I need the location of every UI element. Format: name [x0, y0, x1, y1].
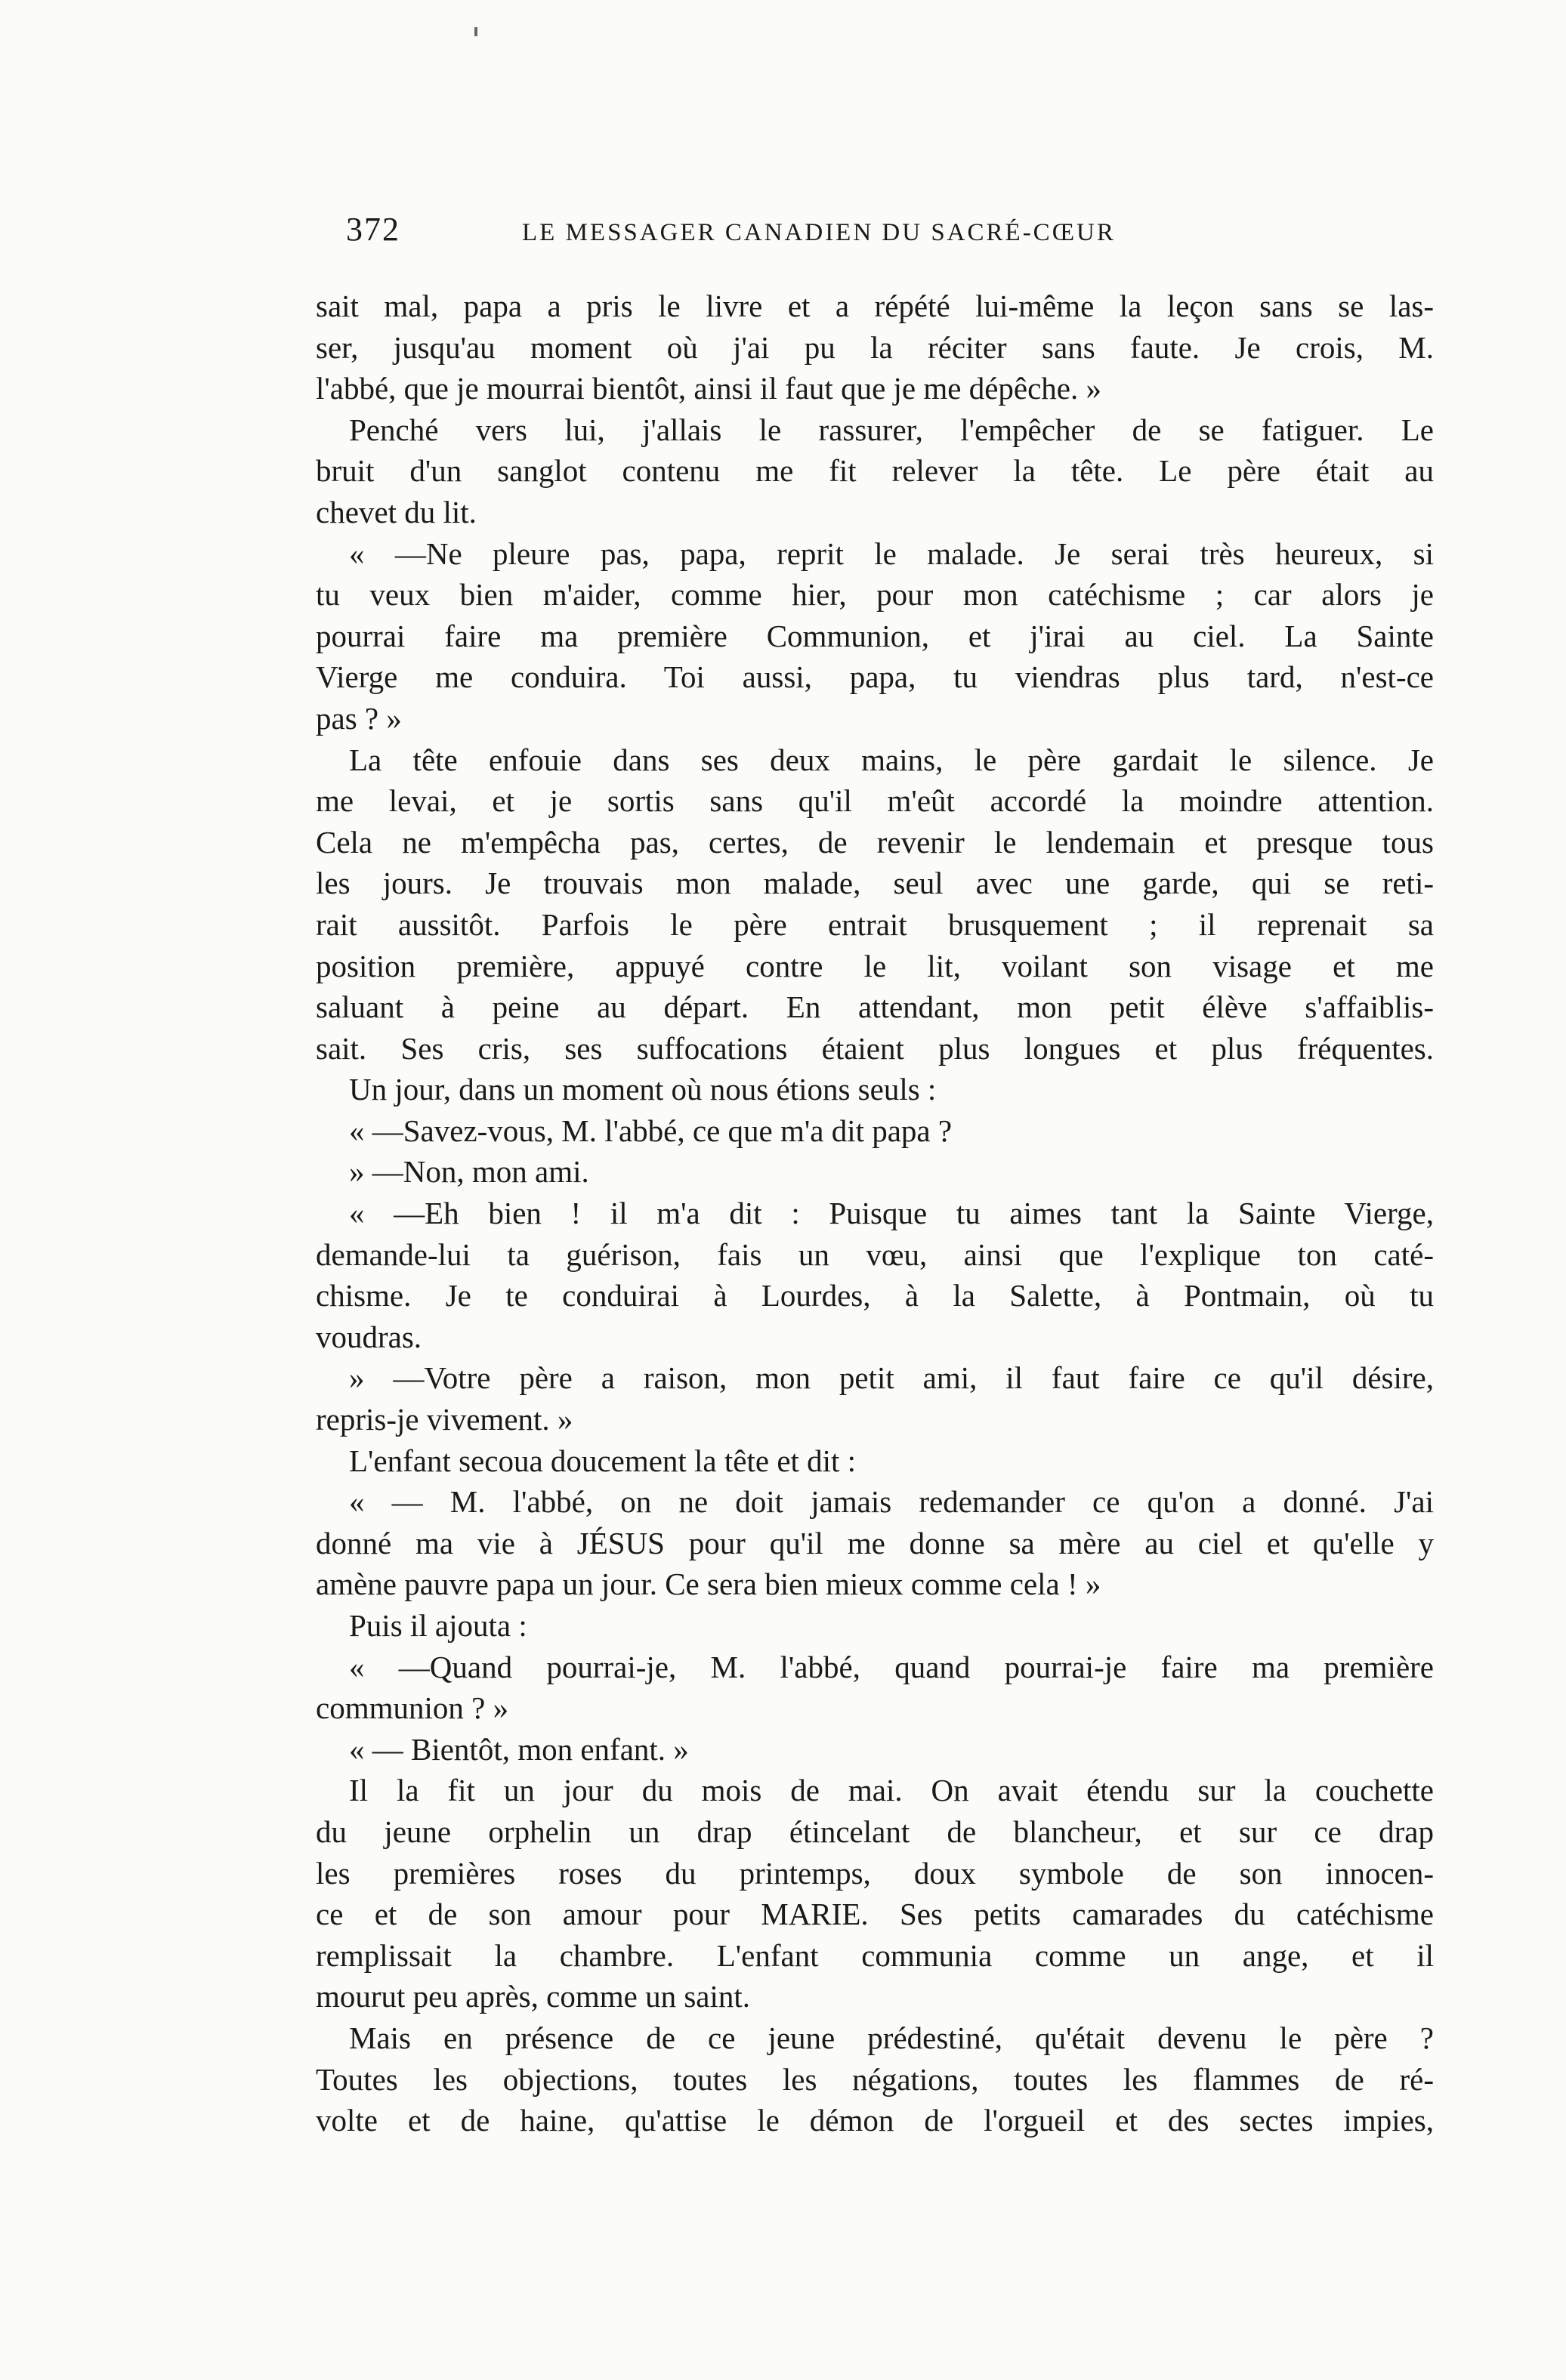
text-line: volte et de haine, qu'attise le démon de l'orgueil et des sectes impies, [316, 2103, 1434, 2138]
text-line: communion ? » [316, 1690, 509, 1726]
text-line: pourrai faire ma première Communion, et j'irai au ciel. La Sainte [316, 618, 1434, 653]
text-line: Toutes les objections, toutes les négations, toutes les flammes de ré- [316, 2061, 1434, 2097]
text-line: saluant à peine au départ. En attendant, mon petit élève s'affaiblis- [316, 989, 1434, 1025]
text-line: pas ? » [316, 700, 402, 736]
text-line: « — M. l'abbé, on ne doit jamais redemander ce qu'on a donné. J'ai [349, 1484, 1434, 1520]
running-title: LE MESSAGER CANADIEN DU SACRÉ-CŒUR [522, 219, 1116, 246]
text-line: Penché vers lui, j'allais le rassurer, l'empêcher de se fatiguer. Le [349, 412, 1434, 447]
text-line: « — Bientôt, mon enfant. » [349, 1731, 689, 1767]
text-line: remplissait la chambre. L'enfant communia comme un ange, et il [316, 1937, 1434, 1973]
text-line: repris-je vivement. » [316, 1402, 573, 1437]
text-line: sait mal, papa a pris le livre et a répété lui-même la leçon sans se las- [316, 289, 1434, 323]
stray-ink-mark [474, 27, 477, 36]
text-line: position première, appuyé contre le lit, voilant son visage et me [316, 948, 1434, 983]
text-line: l'abbé, que je mourrai bientôt, ainsi il faut que je me dépêche. » [316, 371, 1101, 406]
text-line: Il la fit un jour du mois de mai. On avait étendu sur la couchette [349, 1773, 1434, 1808]
text-line: bruit d'un sanglot contenu me fit relever la tête. Le père était au [316, 453, 1434, 489]
text-line: » —Non, mon ami. [349, 1154, 589, 1190]
text-line: tu veux bien m'aider, comme hier, pour mon catéchisme ; car alors je [316, 577, 1434, 613]
text-line: sait. Ses cris, ses suffocations étaient plus longues et plus fréquentes. [316, 1030, 1434, 1066]
page-header [316, 205, 1434, 266]
text-line: chevet du lit. [316, 494, 477, 529]
body-text [316, 286, 1434, 2141]
text-line: demande-lui ta guérison, fais un vœu, ainsi que l'explique ton caté- [316, 1236, 1434, 1272]
text-line: Mais en présence de ce jeune prédestiné, qu'était devenu le père ? [349, 2020, 1434, 2055]
text-line: La tête enfouie dans ses deux mains, le père gardait le silence. Je [349, 742, 1434, 777]
text-line: « —Quand pourrai-je, M. l'abbé, quand pourrai-je faire ma première [349, 1649, 1434, 1684]
text-line: mourut peu après, comme un saint. [316, 1979, 751, 2014]
text-line: rait aussitôt. Parfois le père entrait brusquement ; il reprenait sa [316, 906, 1434, 942]
text-line: « —Eh bien ! il m'a dit : Puisque tu aimes tant la Sainte Vierge, [349, 1196, 1434, 1231]
text-line: Vierge me conduira. Toi aussi, papa, tu viendras plus tard, n'est-ce [316, 659, 1434, 695]
text-line: L'enfant secoua doucement la tête et dit : [349, 1443, 857, 1478]
text-line: « —Savez-vous, M. l'abbé, ce que m'a dit papa ? [349, 1113, 953, 1148]
text-line: amène pauvre papa un jour. Ce sera bien mieux comme cela ! » [316, 1567, 1101, 1602]
text-line: du jeune orphelin un drap étincelant de blancheur, et sur ce drap [316, 1814, 1434, 1849]
text-line: Un jour, dans un moment où nous étions seuls : [349, 1072, 937, 1107]
text-line: les jours. Je trouvais mon malade, seul avec une garde, qui se reti- [316, 866, 1434, 901]
text-line: ce et de son amour pour MARIE. Ses petits camarades du catéchisme [316, 1897, 1434, 1932]
text-line: voudras. [316, 1319, 422, 1354]
text-line: donné ma vie à JÉSUS pour qu'il me donne sa mère au ciel et qu'elle y [316, 1525, 1434, 1560]
text-line: Puis il ajouta : [349, 1608, 527, 1643]
text-line: chisme. Je te conduirai à Lourdes, à la Salette, à Pontmain, où tu [316, 1278, 1434, 1313]
text-line: ser, jusqu'au moment où j'ai pu la réciter sans faute. Je crois, M. [316, 329, 1434, 365]
text-line: » —Votre père a raison, mon petit ami, il faut faire ce qu'il désire, [349, 1360, 1434, 1396]
text-line: me levai, et je sortis sans qu'il m'eût accordé la moindre attention. [316, 783, 1434, 819]
page-number: 372 [346, 211, 400, 248]
text-line: les premières roses du printemps, doux symbole de son innocen- [316, 1855, 1434, 1891]
text-line: « —Ne pleure pas, papa, reprit le malade. Je serai très heureux, si [349, 536, 1434, 571]
text-line: Cela ne m'empêcha pas, certes, de revenir le lendemain et presque tous [316, 824, 1434, 860]
